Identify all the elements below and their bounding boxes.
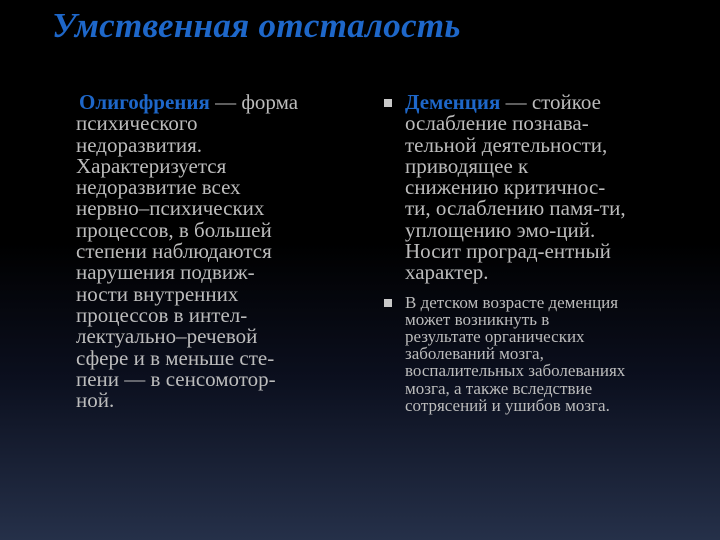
paragraph-line: процессов в интел- bbox=[76, 302, 248, 327]
bullet-line: воспалительных заболеваниях bbox=[405, 361, 626, 381]
paragraph-line: нервно–психических bbox=[76, 196, 265, 221]
bullet-line: сотрясений и ушибов мозга. bbox=[405, 395, 610, 415]
bullet-line bbox=[405, 92, 694, 113]
paragraph-line: ной. bbox=[76, 388, 115, 413]
paragraph-line: недоразвитие всех bbox=[76, 175, 241, 200]
bullet-line: ослабление познава- bbox=[405, 111, 589, 136]
bullet-line: результате органических bbox=[405, 327, 585, 347]
paragraph-line: пени — в сенсомотор- bbox=[76, 366, 276, 391]
bullet-line: заболеваний мозга, bbox=[405, 344, 544, 364]
bullet-line: может возникнуть в bbox=[405, 309, 550, 329]
bullet-line: характер. bbox=[405, 260, 489, 285]
paragraph-line: недоразвития. bbox=[76, 132, 203, 157]
paragraph-line bbox=[76, 92, 356, 113]
paragraph-line: лектуально–речевой bbox=[76, 324, 258, 349]
square-bullet-icon bbox=[384, 99, 392, 107]
bullet-line: Носит проград-ентный bbox=[405, 239, 611, 264]
bullet-line: снижению критичнос- bbox=[405, 175, 606, 200]
bullet-line: мозга, а также вследствие bbox=[405, 378, 593, 398]
square-bullet-icon bbox=[384, 299, 392, 307]
paragraph-line: Характеризуется bbox=[76, 153, 227, 178]
oligophrenia-paragraph bbox=[76, 92, 356, 411]
bullet-line: уплощению эмо-ций. bbox=[405, 217, 596, 242]
dementia-term: Деменция bbox=[405, 90, 501, 114]
paragraph-line: ности внутренних bbox=[76, 281, 239, 306]
paragraph-line: сфере и в меньше сте- bbox=[76, 345, 275, 370]
paragraph-text: — форма bbox=[209, 90, 299, 114]
paragraph-line: процессов, в большей bbox=[76, 217, 272, 242]
oligophrenia-term: Олигофрения bbox=[79, 90, 210, 114]
paragraph-line: нарушения подвиж- bbox=[76, 260, 255, 285]
bullet-line: приводящее к bbox=[405, 153, 529, 178]
right-column bbox=[384, 92, 694, 414]
paragraph-line: психического bbox=[76, 111, 198, 136]
bullet-line: ти, ослаблению памя-ти, bbox=[405, 196, 626, 221]
bullet-line: В детском возрасте деменция bbox=[405, 292, 619, 312]
bullet-line: тельной деятельности, bbox=[405, 132, 608, 157]
dementia-bullet-item bbox=[384, 92, 694, 284]
left-column bbox=[76, 92, 356, 411]
bullet-text: — стойкое bbox=[500, 90, 601, 114]
slide-title: Умственная отсталость bbox=[52, 6, 461, 45]
paragraph-line: степени наблюдаются bbox=[76, 239, 272, 264]
childhood-dementia-bullet-item bbox=[384, 294, 694, 414]
